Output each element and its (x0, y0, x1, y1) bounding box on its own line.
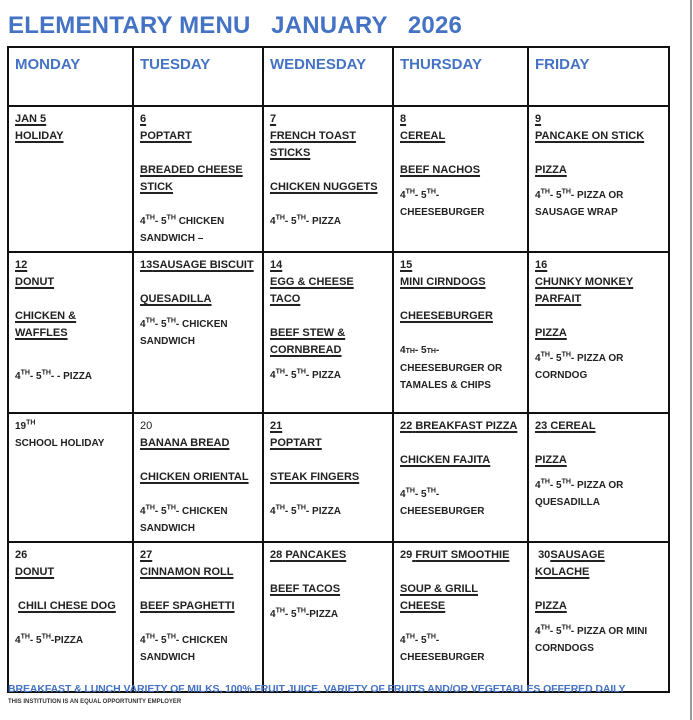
day-cell-jan-16 (528, 252, 669, 413)
lunch-item: CHICKEN ORIENTAL (140, 471, 249, 483)
day-cell-jan-14 (263, 252, 393, 413)
breakfast-item: CINNAMON ROLL (140, 566, 234, 578)
day-cell-jan-20 (133, 413, 263, 542)
day-date: JAN 5 (15, 113, 47, 125)
page-title: ELEMENTARY MENU JANUARY 2026 (8, 12, 463, 39)
day-date: 27 (140, 549, 153, 561)
day-cell-jan-23 (528, 413, 669, 542)
header-wednesday: WEDNESDAY (263, 47, 393, 106)
lunch-item: BREADED CHEESE STICK (140, 164, 243, 193)
week-row (8, 252, 669, 413)
day-date-breakfast: 30SAUSAGE KOLACHE (535, 549, 605, 578)
day-date: 8 (400, 113, 407, 125)
day-date: 20 (140, 420, 153, 432)
lunch-item: CHICKEN & WAFFLES (15, 310, 77, 339)
day-date: 14 (270, 259, 283, 271)
day-cell-jan-12 (8, 252, 133, 413)
day-date-breakfast: 23 CEREAL (535, 420, 596, 432)
lunch-item: STEAK FINGERS (270, 471, 360, 483)
day-header-row (8, 47, 669, 106)
upper-grade-item: 4TH- 5TH- CHEESEBURGER (400, 487, 485, 517)
day-cell-jan-13 (133, 252, 263, 413)
upper-grade-item: 4TH- 5TH-PIZZA (15, 633, 84, 646)
week-row (8, 106, 669, 252)
lunch-item: BEEF STEW & CORNBREAD (270, 327, 346, 356)
breakfast-item: BANANA BREAD (140, 437, 230, 449)
breakfast-item: EGG & CHEESE TACO (270, 276, 354, 305)
day-cell-jan-30 (528, 542, 669, 692)
day-cell-jan-22 (393, 413, 528, 542)
lunch-item: CHILI CHESE DOG (18, 600, 116, 612)
lunch-item: BEEF NACHOS (400, 164, 481, 176)
page-edge-divider (690, 0, 692, 720)
week-row (8, 413, 669, 542)
equal-opportunity-disclaimer: THIS INSTITUTION IS AN EQUAL OPPORTUNITY EMPLOYER (8, 699, 182, 705)
breakfast-item: FRENCH TOAST STICKS (270, 130, 356, 159)
lunch-item: PIZZA (535, 454, 567, 466)
header-friday: FRIDAY (528, 47, 669, 106)
upper-grade-item: 4TH- 5TH- PIZZA OR SAUSAGE WRAP (535, 188, 624, 218)
lunch-item: CHICKEN FAJITA (400, 454, 491, 466)
day-date: 26 (15, 549, 28, 561)
lunch-item: BEEF SPAGHETTI (140, 600, 235, 612)
upper-grade-item: 4TH- 5TH- PIZZA (270, 368, 341, 381)
day-date: 6 (140, 113, 147, 125)
breakfast-item: POPTART (140, 130, 192, 142)
lunch-item: CHEESEBURGER (400, 310, 493, 322)
lunch-item: PIZZA (535, 164, 567, 176)
upper-grade-item: 4TH- 5TH-PIZZA (270, 607, 339, 620)
week-row (8, 542, 669, 692)
day-cell-jan-26 (8, 542, 133, 692)
day-date-breakfast: 28 PANCAKES (270, 549, 347, 561)
lunch-item: BEEF TACOS (270, 583, 341, 595)
header-monday: MONDAY (8, 47, 133, 106)
daily-offerings-note: BREAKFAST & LUNCH VARIETY OF MILKS, 100% FRUIT JUICE, VARIETY OF FRUITS AND/OR VEGETABLES OFFERED DAILY (8, 683, 626, 695)
day-cell-jan-21 (263, 413, 393, 542)
day-cell-jan-6 (133, 106, 263, 252)
upper-grade-item: 4TH- 5TH- PIZZA OR QUESADILLA (535, 478, 624, 508)
breakfast-item: CHUNKY MONKEY PARFAIT (535, 276, 634, 305)
lunch-item: QUESADILLA (140, 293, 212, 305)
upper-grade-item: 4TH- 5TH- CHICKEN SANDWICH (140, 504, 228, 534)
day-cell-jan-28 (263, 542, 393, 692)
day-cell-jan-7 (263, 106, 393, 252)
day-date: 12 (15, 259, 28, 271)
lunch-item: PIZZA (535, 327, 567, 339)
lunch-item: CHICKEN NUGGETS (270, 181, 378, 193)
day-cell-jan-9 (528, 106, 669, 252)
upper-grade-item: 4TH- 5TH- CHICKEN SANDWICH (140, 633, 228, 663)
breakfast-item: POPTART (270, 437, 322, 449)
day-cell-jan-27 (133, 542, 263, 692)
breakfast-item: HOLIDAY (15, 130, 64, 142)
upper-grade-item: 4TH- 5TH CHICKEN SANDWICH – (140, 214, 225, 244)
upper-grade-item: 4TH- 5TH- CHEESEBURGER (400, 633, 485, 663)
day-date: 19TH (15, 419, 36, 432)
breakfast-item: DONUT (15, 566, 55, 578)
upper-grade-item: 4TH- 5TH- CHEESEBURGER (400, 188, 485, 218)
day-date: 16 (535, 259, 548, 271)
upper-grade-item: 4TH- 5TH- PIZZA OR MINI CORNDOGS (535, 624, 648, 654)
day-date: 7 (270, 113, 277, 125)
lunch-item: PIZZA (535, 600, 567, 612)
day-cell-jan-29 (393, 542, 528, 692)
day-cell-jan-8 (393, 106, 528, 252)
day-cell-jan-15 (393, 252, 528, 413)
header-thursday: THURSDAY (393, 47, 528, 106)
menu-calendar (7, 46, 670, 693)
day-date: 21 (270, 420, 283, 432)
day-date-breakfast: 29 FRUIT SMOOTHIE (400, 549, 510, 561)
breakfast-item: MINI CIRNDOGS (400, 276, 486, 288)
day-date-breakfast: 22 BREAKFAST PIZZA (400, 420, 518, 432)
day-date: 9 (535, 113, 542, 125)
upper-grade-item: 4TH- 5TH- PIZZA OR CORNDOG (535, 351, 624, 381)
upper-grade-item: 4TH- 5TH- - PIZZA (15, 369, 93, 382)
upper-grade-item: 4TH- 5TH- CHICKEN SANDWICH (140, 317, 228, 347)
upper-grade-item: 4TH- 5TH- PIZZA (270, 214, 341, 227)
holiday-label: SCHOOL HOLIDAY (15, 438, 105, 449)
breakfast-item: DONUT (15, 276, 55, 288)
breakfast-item: PANCAKE ON STICK (535, 130, 645, 142)
upper-grade-item: 4TH- 5TH- PIZZA (270, 504, 341, 517)
breakfast-item: CEREAL (400, 130, 446, 142)
day-date-breakfast: 13SAUSAGE BISCUIT (140, 259, 254, 271)
day-date: 15 (400, 259, 413, 271)
lunch-item: SOUP & GRILL CHEESE (400, 583, 479, 612)
day-cell-jan-19 (8, 413, 133, 542)
day-cell-jan-5 (8, 106, 133, 252)
upper-grade-item: 4TH- 5TH- CHEESEBURGER OR TAMALES & CHIPS (400, 345, 503, 391)
header-tuesday: TUESDAY (133, 47, 263, 106)
